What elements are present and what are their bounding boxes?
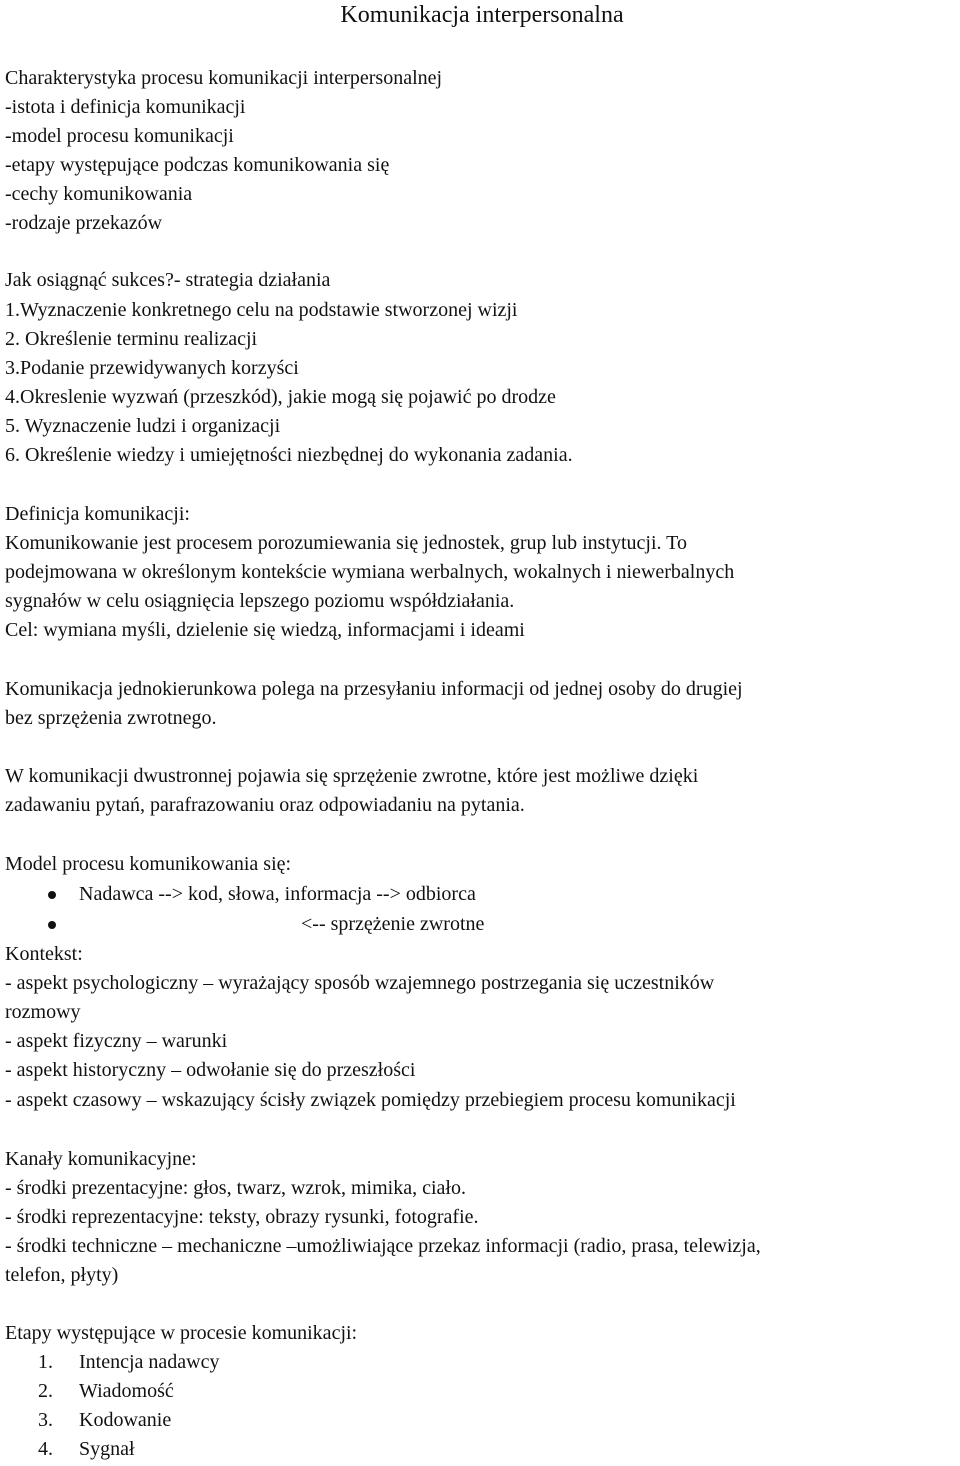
list-item: 2. Określenie terminu realizacji bbox=[5, 328, 258, 350]
list-item: 1.Wyznaczenie konkretnego celu na podstawie stworzonej wizji bbox=[5, 299, 518, 321]
list-item: -cechy komunikowania bbox=[5, 183, 193, 205]
list-number: 1. bbox=[38, 1351, 53, 1373]
section-heading-definition: Definicja komunikacji: bbox=[5, 503, 190, 525]
list-item: Kodowanie bbox=[79, 1409, 172, 1431]
paragraph-line: Komunikowanie jest procesem porozumiewania się jednostek, grup lub instytucji. To bbox=[5, 532, 687, 554]
paragraph-line: rozmowy bbox=[5, 1001, 81, 1023]
list-item: <-- sprzężenie zwrotne bbox=[301, 913, 485, 935]
paragraph-line: bez sprzężenia zwrotnego. bbox=[5, 707, 217, 729]
section-heading-channels: Kanały komunikacyjne: bbox=[5, 1148, 197, 1170]
list-item: Nadawca --> kod, słowa, informacja --> odbiorca bbox=[79, 883, 476, 905]
document-title: Komunikacja interpersonalna bbox=[340, 2, 624, 28]
list-item: 4.Okreslenie wyzwań (przeszkód), jakie mogą się pojawić po drodze bbox=[5, 386, 556, 408]
section-heading-context: Kontekst: bbox=[5, 943, 83, 965]
list-item: 6. Określenie wiedzy i umiejętności niezbędnej do wykonania zadania. bbox=[5, 444, 573, 466]
section-heading-stages: Etapy występujące w procesie komunikacji: bbox=[5, 1322, 358, 1344]
list-item: -istota i definicja komunikacji bbox=[5, 96, 246, 118]
section-heading-strategy: Jak osiągnąć sukces?- strategia działania bbox=[5, 269, 331, 291]
paragraph-line: podejmowana w określonym kontekście wymiana werbalnych, wokalnych i niewerbalnych bbox=[5, 561, 735, 583]
list-item: Sygnał bbox=[79, 1438, 135, 1460]
list-number: 3. bbox=[38, 1409, 53, 1431]
list-item: -etapy występujące podczas komunikowania się bbox=[5, 154, 390, 176]
paragraph-line: - środki techniczne – mechaniczne –umożliwiające przekaz informacji (radio, prasa, telewizja, bbox=[5, 1235, 761, 1257]
paragraph-line: sygnałów w celu osiągnięcia lepszego poziomu współdziałania. bbox=[5, 590, 515, 612]
paragraph-line: - środki reprezentacyjne: teksty, obrazy rysunki, fotografie. bbox=[5, 1206, 479, 1228]
paragraph-line: Cel: wymiana myśli, dzielenie się wiedzą, informacjami i ideami bbox=[5, 619, 525, 641]
list-item: -rodzaje przekazów bbox=[5, 212, 163, 234]
list-item: 5. Wyznaczenie ludzi i organizacji bbox=[5, 415, 281, 437]
paragraph-line: - środki prezentacyjne: głos, twarz, wzrok, mimika, ciało. bbox=[5, 1177, 466, 1199]
list-item: 3.Podanie przewidywanych korzyści bbox=[5, 357, 299, 379]
section-heading-characteristics: Charakterystyka procesu komunikacji interpersonalnej bbox=[5, 67, 443, 89]
paragraph-line: zadawaniu pytań, parafrazowaniu oraz odpowiadaniu na pytania. bbox=[5, 794, 525, 816]
paragraph-line: W komunikacji dwustronnej pojawia się sprzężenie zwrotne, które jest możliwe dzięki bbox=[5, 765, 699, 787]
paragraph-line: - aspekt fizyczny – warunki bbox=[5, 1030, 228, 1052]
paragraph-line: telefon, płyty) bbox=[5, 1264, 119, 1286]
list-item: Intencja nadawcy bbox=[79, 1351, 220, 1373]
list-number: 4. bbox=[38, 1438, 53, 1460]
paragraph-line: - aspekt czasowy – wskazujący ścisły związek pomiędzy przebiegiem procesu komunikacji bbox=[5, 1089, 736, 1111]
bullet-icon bbox=[48, 891, 56, 899]
paragraph-line: - aspekt psychologiczny – wyrażający sposób wzajemnego postrzegania się uczestników bbox=[5, 972, 715, 994]
paragraph-line: Komunikacja jednokierunkowa polega na przesyłaniu informacji od jednej osoby do drugiej bbox=[5, 678, 743, 700]
list-item: Wiadomość bbox=[79, 1380, 174, 1402]
section-heading-model: Model procesu komunikowania się: bbox=[5, 853, 292, 875]
bullet-icon bbox=[48, 921, 56, 929]
list-number: 2. bbox=[38, 1380, 53, 1402]
paragraph-line: - aspekt historyczny – odwołanie się do przeszłości bbox=[5, 1059, 416, 1081]
list-item: -model procesu komunikacji bbox=[5, 125, 234, 147]
